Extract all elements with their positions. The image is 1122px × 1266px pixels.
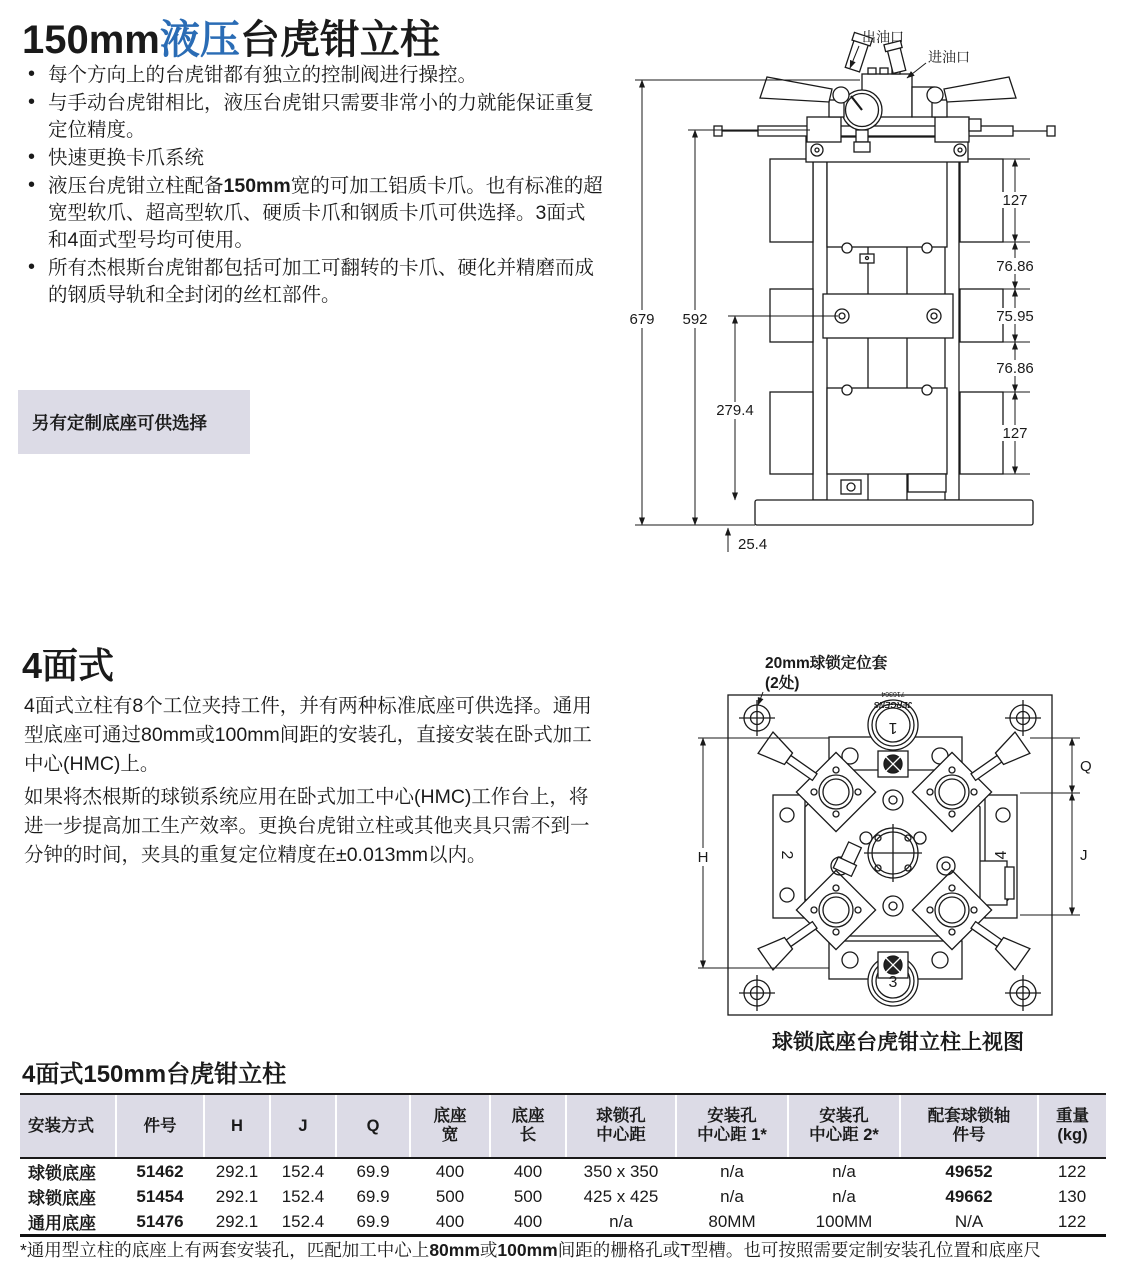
bullet-item: [24, 255, 604, 309]
col-header-weight: 重量 (kg): [1038, 1094, 1106, 1158]
spec-table: [20, 1093, 1106, 1237]
top-view-drawing: [690, 648, 1120, 1028]
cell: 49652: [945, 1161, 993, 1181]
cell: 49662: [945, 1186, 993, 1206]
col-header-base-width: 底座 宽: [410, 1094, 490, 1158]
face-number-3: 3: [888, 974, 898, 991]
four-sided-heading: 4面式: [22, 645, 115, 686]
cell: 122: [1038, 1209, 1106, 1236]
custom-base-callout: [18, 390, 250, 454]
top-view-caption: 球锁底座台虎钳立柱上视图: [772, 1031, 1024, 1054]
bushing-callout-line2: (2处): [765, 675, 800, 692]
dim-q: Q: [1080, 758, 1092, 775]
footnote-bold: 80mm: [429, 1240, 480, 1260]
table-row: [20, 1158, 1106, 1184]
bullet-item: [24, 90, 604, 144]
dim-h: H: [697, 849, 709, 866]
dim-chain-7686-top: 76.86: [996, 258, 1034, 275]
table-row: [20, 1184, 1106, 1209]
cell: 69.9: [356, 1186, 390, 1206]
front-view-drawing: [610, 22, 1115, 570]
cell: 69.9: [336, 1209, 410, 1236]
cell: 292.1: [215, 1186, 259, 1206]
dim-chain-127-top: 127: [1002, 192, 1028, 209]
four-sided-paragraph-1: 4面式立柱有8个工位夹持工件，并有两种标准底座可供选择。通用型底座可通过80mm或100mm间距的安装孔，直接安装在卧式加工中心(HMC)上。: [24, 695, 592, 775]
footnote-text: *通用型立柱的底座上有两套安装孔，匹配加工中心上: [20, 1240, 430, 1260]
clamp-handle: [966, 914, 1030, 970]
bushing-callout-line1: 20mm球锁定位套: [765, 655, 888, 672]
ball-lock-bushing: [739, 975, 775, 1011]
cell: 100MM: [788, 1209, 900, 1236]
cell: 80MM: [676, 1209, 788, 1236]
bullet-item: [24, 145, 604, 172]
bullet-item: [24, 173, 604, 254]
outlet-label: 出油口: [862, 29, 904, 45]
four-sided-paragraph-2: 如果将杰根斯的球锁系统应用在卧式加工中心(HMC)工作台上，将进一步提高加工生产效率。更换台虎钳立柱或其他夹具只需不到一分钟的时间，夹具的重复定位精度在±0.013mm以内。: [24, 786, 590, 866]
bullet-text: 宽的可加工铝质卡爪。也有标准的超宽型软爪、超高型软爪、硬质卡爪和钢质卡爪可供选择。3面式和4面式型号均可使用。: [48, 175, 603, 251]
face-number-4: 4: [993, 850, 1010, 860]
dim-592: 592: [682, 311, 708, 328]
callout-text: 另有定制底座可供选择: [32, 412, 207, 433]
cell: 152.4: [281, 1161, 325, 1181]
brand-part-number: 716364: [881, 690, 905, 697]
face-number-2: 2: [778, 850, 795, 860]
footnote-text: 间距的栅格孔或T型槽。也可按照需要定制安装孔位置和底座尺: [557, 1240, 1041, 1260]
table-footnote: [20, 1237, 1122, 1262]
cell: n/a: [832, 1161, 856, 1181]
ball-lock-bushing: [739, 700, 775, 736]
cell: 球锁底座: [28, 1189, 96, 1208]
bullet-text: 快速更换卡爪系统: [48, 147, 205, 169]
col-header-balllock-spacing: 球锁孔 中心距: [566, 1094, 676, 1158]
bullet-item: [24, 62, 604, 89]
brand-logo-text: JERGENS: [873, 700, 913, 709]
left-valve-handle: [760, 77, 849, 117]
inlet-label: 进油口: [928, 49, 970, 65]
vise-column-top-view: [728, 690, 1052, 1015]
cell: 130: [1057, 1186, 1087, 1206]
cell: 122: [1057, 1161, 1087, 1181]
cell: 350 x 350: [583, 1161, 659, 1181]
bullet-bold-text: 150mm: [223, 175, 291, 197]
dim-279-4: 279.4: [716, 402, 754, 419]
ball-lock-bushing: [1005, 700, 1041, 736]
cell: 425 x 425: [583, 1186, 659, 1206]
cell: n/a: [566, 1209, 676, 1236]
feature-bullet-list: [24, 62, 604, 310]
clamp-handle: [758, 914, 822, 970]
col-header-q: Q: [336, 1094, 410, 1158]
bullet-text: 所有杰根斯台虎钳都包括可加工可翻转的卡爪、硬化并精磨而成的钢质导轨和全封闭的丝杠部件。: [48, 257, 595, 306]
cell: 152.4: [281, 1186, 325, 1206]
bullet-text: 液压台虎钳立柱配备: [48, 175, 224, 197]
col-header-h: H: [204, 1094, 270, 1158]
col-header-mount-type: 安装方式: [20, 1094, 116, 1158]
face-number-1: 1: [888, 719, 898, 736]
dim-j: J: [1080, 847, 1088, 864]
vise-column-front: [714, 32, 1055, 525]
col-header-shank-part-number: 配套球锁轴 件号: [900, 1094, 1038, 1158]
cell: 51454: [136, 1186, 184, 1206]
cell: 通用底座: [20, 1209, 116, 1236]
ball-lock-bushing: [1005, 975, 1041, 1011]
col-header-base-length: 底座 长: [490, 1094, 566, 1158]
dim-25-4: 25.4: [738, 536, 768, 553]
cell: 69.9: [356, 1161, 390, 1181]
dim-679: 679: [629, 311, 655, 328]
cell: 51476: [116, 1209, 204, 1236]
title-hydraulic: 液压: [159, 18, 240, 62]
cell: 400: [513, 1161, 543, 1181]
footnote-text: 或: [479, 1240, 498, 1260]
cell: n/a: [720, 1161, 744, 1181]
col-header-part-number: 件号: [116, 1094, 204, 1158]
clamp-handle: [966, 732, 1030, 788]
cell: 500: [513, 1186, 543, 1206]
cell: 400: [490, 1209, 566, 1236]
right-valve-handle: [927, 77, 1016, 117]
col-header-mount-spacing-1: 安装孔 中心距 1*: [676, 1094, 788, 1158]
col-header-mount-spacing-2: 安装孔 中心距 2*: [788, 1094, 900, 1158]
cell: 292.1: [204, 1209, 270, 1236]
cell: 球锁底座: [28, 1164, 96, 1183]
cell: 152.4: [270, 1209, 336, 1236]
cell: n/a: [832, 1186, 856, 1206]
cell: 500: [435, 1186, 465, 1206]
bullet-text: 与手动台虎钳相比，液压台虎钳只需要非常小的力就能保证重复定位精度。: [48, 92, 595, 141]
cell: n/a: [720, 1186, 744, 1206]
cell: 292.1: [215, 1161, 259, 1181]
dim-chain-127-bottom: 127: [1002, 425, 1028, 442]
footnote-bold: 100mm: [497, 1240, 558, 1260]
page-title: [22, 8, 440, 65]
dim-chain-7686-bottom: 76.86: [996, 360, 1034, 377]
cell: 51462: [136, 1161, 184, 1181]
cell: 400: [435, 1161, 465, 1181]
title-size: 150mm: [22, 18, 160, 62]
bullet-text: 每个方向上的台虎钳都有独立的控制阀进行操控。: [48, 64, 478, 86]
table-header-row: [20, 1094, 1106, 1158]
title-rest: 台虎钳立柱: [239, 18, 440, 62]
table-title: 4面式150mm台虎钳立柱: [22, 1061, 287, 1088]
cell: N/A: [900, 1209, 1038, 1236]
dim-chain-7595: 75.95: [996, 308, 1034, 325]
cell: 400: [410, 1209, 490, 1236]
table-row: [20, 1209, 1106, 1236]
col-header-j: J: [270, 1094, 336, 1158]
clamp-handle: [758, 732, 822, 788]
